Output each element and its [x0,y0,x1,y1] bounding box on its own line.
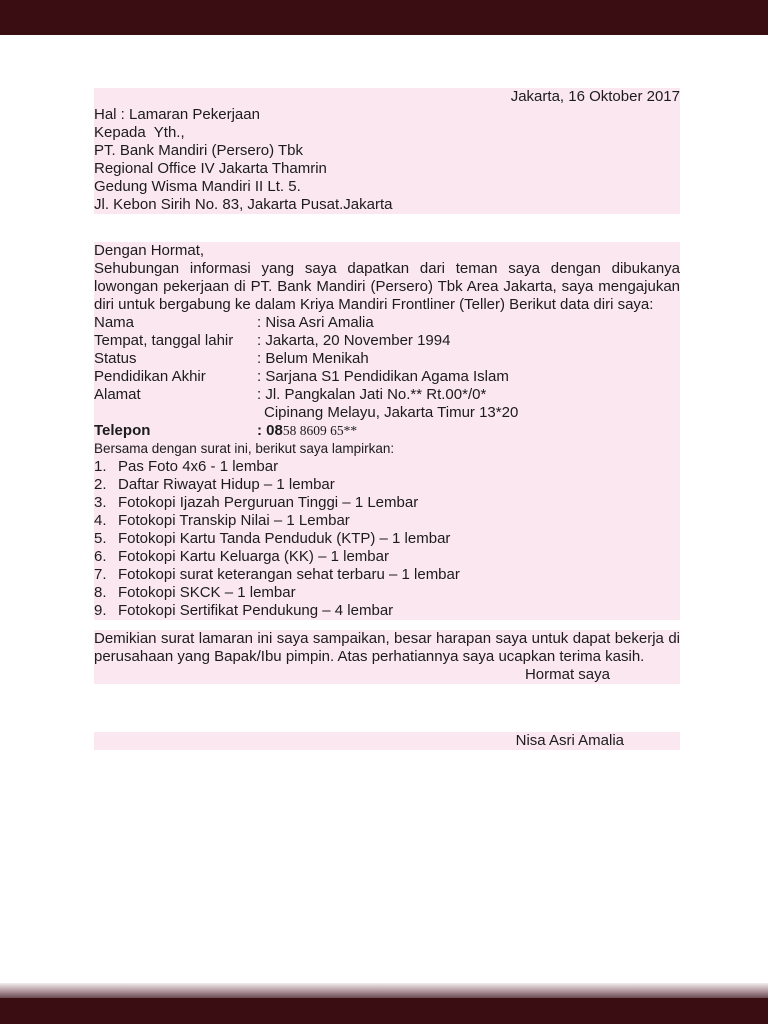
closing-paragraph: Demikian surat lamaran ini saya sampaikan, besar harapan saya untuk dapat bekerja di perusahaan yang Bapak/Ibu pimpin. Atas perhatiannya saya ucapkan terima kasih. [94,630,680,665]
bio-row-alamat [94,386,680,404]
bio-row-alamat-2 [94,404,680,422]
attachment-item [94,530,680,548]
bio-label: Alamat [94,386,141,403]
attachment-item [94,512,680,530]
attachment-number: 9. [94,602,107,619]
attachment-number: 6. [94,548,107,565]
attachment-text: Fotokopi surat keterangan sehat terbaru – 1 lembar [118,566,460,583]
attachment-number: 1. [94,458,107,475]
bio-label: Pendidikan Akhir [94,368,206,385]
attachment-item [94,476,680,494]
recipient-line: Jl. Kebon Sirih No. 83, Jakarta Pusat.Jakarta [94,196,680,214]
attachment-item [94,458,680,476]
bio-value: : Jl. Pangkalan Jati No.** Rt.00*/0* [257,386,487,403]
date-line: Jakarta, 16 Oktober 2017 [94,88,680,106]
attachments-list [94,458,680,620]
attachment-text: Fotokopi Kartu Keluarga (KK) – 1 lembar [118,548,389,565]
bio-value: : Jakarta, 20 November 1994 [257,332,451,349]
bio-row-ttl [94,332,680,350]
attachment-number: 5. [94,530,107,547]
attachment-number: 7. [94,566,107,583]
attachment-text: Fotokopi Ijazah Perguruan Tinggi – 1 Lembar [118,494,419,511]
attachment-item [94,584,680,602]
bio-row-nama [94,314,680,332]
attachment-number: 4. [94,512,107,529]
bio-data-block [94,314,680,440]
recipient-line: Kepada Yth., [94,124,680,142]
phone-value [257,422,680,440]
subject-line: Hal : Lamaran Pekerjaan [94,106,680,124]
attachment-text: Fotokopi Transkip Nilai – 1 Lembar [118,512,350,529]
attachment-number: 8. [94,584,107,601]
attachment-item [94,494,680,512]
signature-name: Nisa Asri Amalia [94,732,680,750]
bio-row-pendidikan [94,368,680,386]
recipient-line: PT. Bank Mandiri (Persero) Tbk [94,142,680,160]
attachment-text: Fotokopi SKCK – 1 lembar [118,584,296,601]
bio-value: Cipinang Melayu, Jakarta Timur 13*20 [264,404,519,421]
top-border-bar [0,0,768,35]
attachment-text: Daftar Riwayat Hidup – 1 lembar [118,476,335,493]
attachment-text: Pas Foto 4x6 - 1 lembar [118,458,279,475]
bio-row-telepon [94,422,680,440]
intro-paragraph: Sehubungan informasi yang saya dapatkan dari teman saya dengan dibukanya lowongan pekerjaan di PT. Bank Mandiri (Persero) Tbk Area Jakarta, saya mengajukan diri untuk bergabung ke dalam Kriya Mandiri Frontliner (Teller) Berikut data diri saya: [94,260,680,313]
bio-label: Tempat, tanggal lahir [94,332,234,349]
recipient-line: Regional Office IV Jakarta Thamrin [94,160,680,178]
attachment-item [94,548,680,566]
bottom-fade-band [0,983,768,998]
attachment-item [94,566,680,584]
bio-value: : Sarjana S1 Pendidikan Agama Islam [257,368,509,385]
phone-rest: 58 8609 65** [282,423,358,438]
phone-prefix: : 08 [257,422,283,439]
recipient-block [94,106,680,214]
attachment-text: Fotokopi Kartu Tanda Penduduk (KTP) – 1 lembar [118,530,451,547]
letter-content [94,88,680,750]
bio-row-status [94,350,680,368]
attachments-intro: Bersama dengan surat ini, berikut saya lampirkan: [94,440,680,458]
recipient-line: Gedung Wisma Mandiri II Lt. 5. [94,178,680,196]
bio-label [94,404,257,422]
attachment-item [94,602,680,620]
bio-value: : Belum Menikah [257,350,369,367]
attachment-number: 2. [94,476,107,493]
bottom-border-bar [0,998,768,1024]
bio-label: Nama [94,314,135,331]
sign-off: Hormat saya [94,666,680,684]
bio-label: Telepon [94,422,151,439]
bio-label: Status [94,350,137,367]
salutation: Dengan Hormat, [94,242,680,260]
bio-value: : Nisa Asri Amalia [257,314,374,331]
attachment-text: Fotokopi Sertifikat Pendukung – 4 lembar [118,602,394,619]
attachment-number: 3. [94,494,107,511]
